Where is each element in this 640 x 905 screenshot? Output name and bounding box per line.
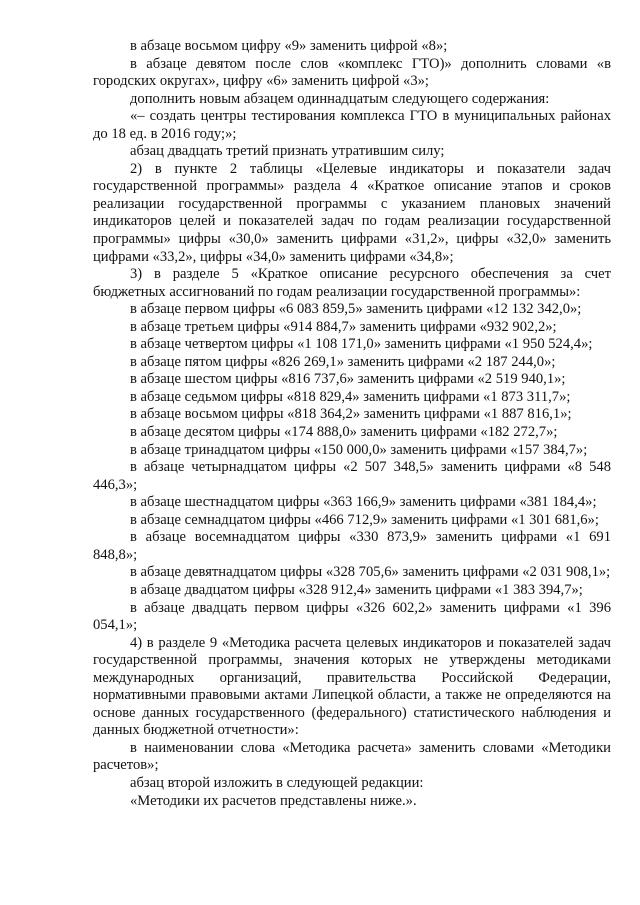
paragraph-abz-19: в абзаце девятнадцатом цифры «328 705,6» заменить цифрами «2 031 908,1»; bbox=[130, 564, 611, 581]
paragraph-amend-8: в абзаце восьмом цифру «9» заменить цифрой «8»; bbox=[130, 38, 448, 54]
paragraph-abz-1: в абзаце первом цифры «6 083 859,5» заменить цифрами «12 132 342,0»; bbox=[130, 301, 582, 318]
paragraph-item-3: 3) в разделе 5 «Краткое описание ресурсного обеспечения за счет бюджетных ассигнований по годам реализации государственной программы»: bbox=[93, 266, 611, 300]
paragraph-abz-18: в абзаце восемнадцатом цифры «330 873,9» заменить цифрами «1 691 848,8»; bbox=[93, 529, 611, 563]
paragraph-item-2: 2) в пункте 2 таблицы «Целевые индикаторы и показатели задач государственной программы» раздела 4 «Краткое описание этапов и сроков реализации государственной программы с указанием плановых значений индикаторов целей и показателей задач по годам реализации государственной программы» цифры «30,0» заменить цифрами «31,2», цифры «32,0» заменить цифрами «33,2», цифры «34,0» заменить цифрами «34,8»; bbox=[93, 160, 611, 265]
paragraph-abz-14: в абзаце четырнадцатом цифры «2 507 348,5» заменить цифрами «8 548 446,3»; bbox=[93, 459, 611, 493]
paragraph-repeal-23: абзац двадцать третий признать утратившим силу; bbox=[130, 143, 445, 160]
paragraph-abz-17: в абзаце семнадцатом цифры «466 712,9» заменить цифрами «1 301 681,6»; bbox=[130, 511, 599, 528]
paragraph-rename: в наименовании слова «Методика расчета» заменить словами «Методики расчетов»; bbox=[93, 739, 611, 774]
paragraph-abz-8: в абзаце восьмом цифры «818 364,2» заменить цифрами «1 887 816,1»; bbox=[130, 406, 572, 423]
paragraph-abz-6: в абзаце шестом цифры «816 737,6» заменить цифрами «2 519 940,1»; bbox=[130, 371, 566, 388]
paragraph-quote-methods: «Методики их расчетов представлены ниже.». bbox=[130, 792, 417, 809]
paragraph-abz-16: в абзаце шестнадцатом цифры «363 166,9» заменить цифрами «381 184,4»; bbox=[130, 494, 597, 511]
paragraph-item-4: 4) в разделе 9 «Методика расчета целевых индикаторов и показателей задач государственной программы, значения которых не утверждены методиками международных организаций, правительства Российской Федерации, нормативными правовыми актами Липецкой области, а также не определяются на основе данных государственного (федерального) статистического наблюдения и данных бюджетной отчетности»: bbox=[93, 634, 611, 739]
paragraph-quote-gto: «– создать центры тестирования комплекса ГТО в муниципальных районах до 18 ед. в 2016 году;»; bbox=[93, 108, 611, 142]
paragraph-add-11: дополнить новым абзацем одиннадцатым следующего содержания: bbox=[130, 90, 550, 107]
paragraph-abz-2-new: абзац второй изложить в следующей редакции: bbox=[130, 774, 424, 791]
paragraph-abz-20: в абзаце двадцатом цифры «328 912,4» заменить цифрами «1 383 394,7»; bbox=[130, 581, 583, 598]
paragraph-abz-3: в абзаце третьем цифры «914 884,7» заменить цифрами «932 902,2»; bbox=[130, 318, 557, 335]
paragraph-abz-5: в абзаце пятом цифры «826 269,1» заменить цифрами «2 187 244,0»; bbox=[130, 353, 556, 370]
paragraph-abz-13: в абзаце тринадцатом цифры «150 000,0» заменить цифрами «157 384,7»; bbox=[130, 441, 588, 458]
paragraph-abz-7: в абзаце седьмом цифры «818 829,4» заменить цифрами «1 873 311,7»; bbox=[130, 388, 571, 405]
paragraph-abz-4: в абзаце четвертом цифры «1 108 171,0» заменить цифрами «1 950 524,4»; bbox=[130, 336, 593, 353]
paragraph-abz-10: в абзаце десятом цифры «174 888,0» заменить цифрами «182 272,7»; bbox=[130, 424, 558, 441]
paragraph-amend-9: в абзаце девятом после слов «комплекс ГТО)» дополнить словами «в городских округах», цифру «6» заменить цифрой «3»; bbox=[93, 55, 611, 90]
document-page bbox=[93, 38, 611, 810]
paragraph-abz-21: в абзаце двадцать первом цифры «326 602,2» заменить цифрами «1 396 054,1»; bbox=[93, 599, 611, 634]
